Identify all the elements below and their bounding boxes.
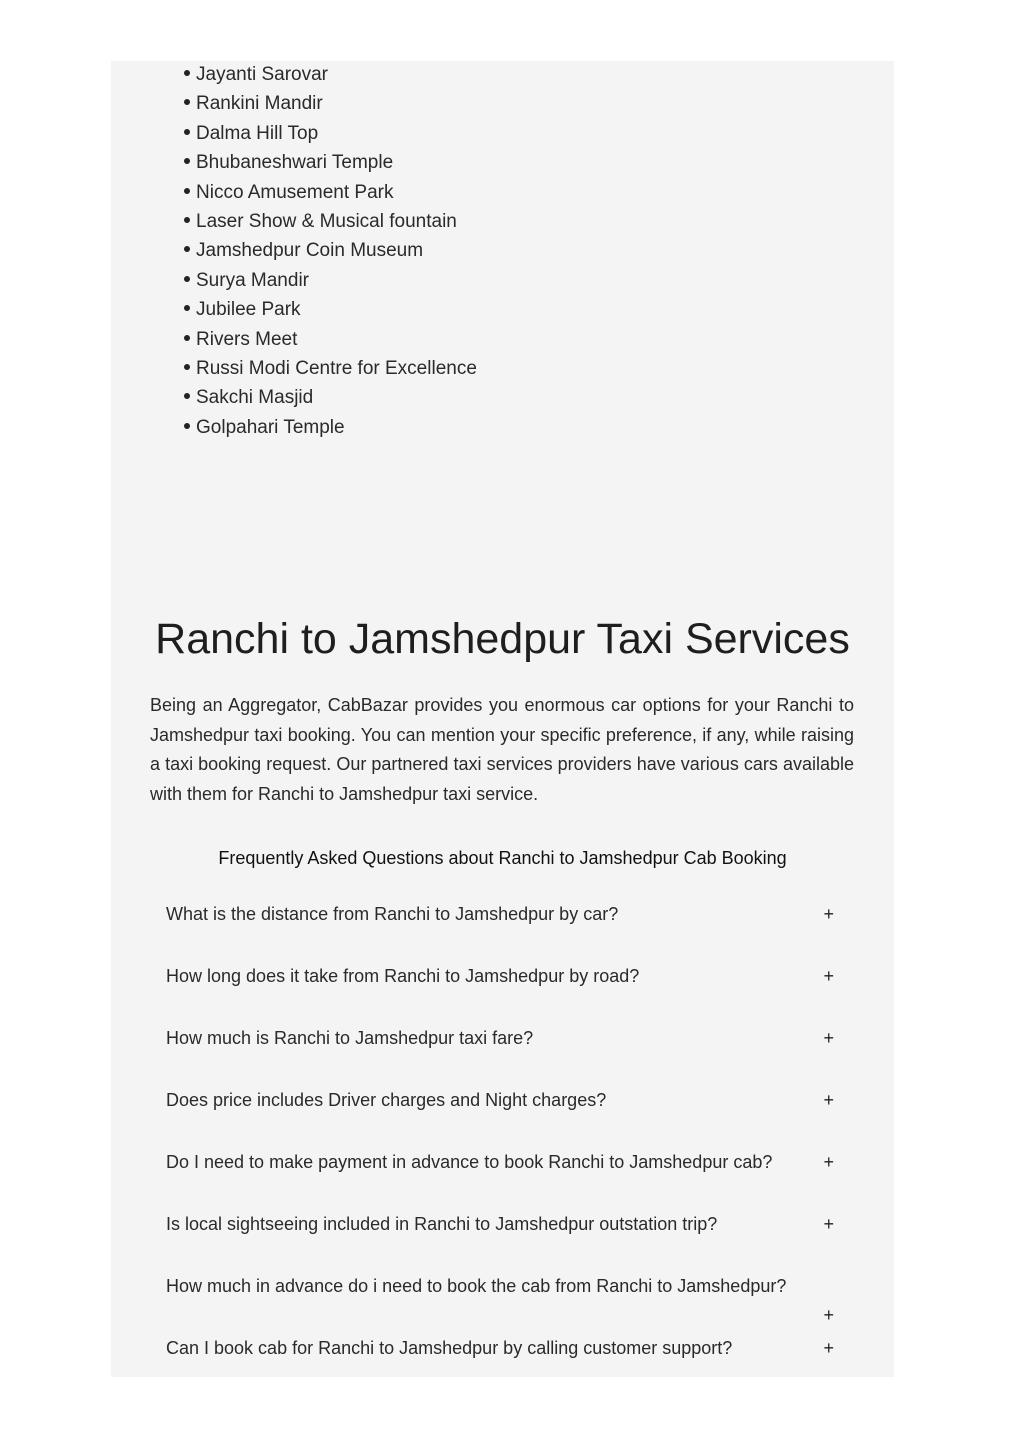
- faq-item-advance-payment[interactable]: [166, 1148, 846, 1210]
- bullet-icon: [184, 246, 190, 252]
- faq-heading: Frequently Asked Questions about Ranchi to Jamshedpur Cab Booking: [218, 848, 787, 868]
- faq-question: Does price includes Driver charges and Night charges?: [166, 1090, 607, 1110]
- bullet-icon: [184, 393, 190, 399]
- faq-item-distance[interactable]: [166, 900, 846, 962]
- bullet-icon: [184, 158, 190, 164]
- list-item: Rivers Meet: [184, 327, 477, 356]
- faq-item-customer-support[interactable]: [166, 1334, 846, 1396]
- faq-item-sightseeing[interactable]: [166, 1210, 846, 1272]
- plus-icon[interactable]: +: [823, 1090, 834, 1110]
- faq-question: How much in advance do i need to book the cab from Ranchi to Jamshedpur?: [166, 1276, 787, 1296]
- list-item: Nicco Amusement Park: [184, 180, 477, 209]
- plus-icon[interactable]: +: [823, 1028, 834, 1048]
- faq-question: How much is Ranchi to Jamshedpur taxi fare?: [166, 1028, 534, 1048]
- faq-question: How long does it take from Ranchi to Jamshedpur by road?: [166, 966, 640, 986]
- page-title: Ranchi to Jamshedpur Taxi Services: [155, 615, 850, 663]
- bullet-icon: [184, 364, 190, 370]
- faq-list: [166, 900, 846, 1396]
- list-item: Jubilee Park: [184, 297, 477, 326]
- faq-item-charges[interactable]: [166, 1086, 846, 1148]
- plus-icon[interactable]: +: [823, 904, 834, 924]
- faq-item-duration[interactable]: [166, 962, 846, 1024]
- bullet-icon: [184, 423, 190, 429]
- faq-item-advance-booking[interactable]: [166, 1272, 846, 1334]
- list-item: Jayanti Sarovar: [184, 62, 477, 91]
- bullet-icon: [184, 217, 190, 223]
- bullet-icon: [184, 305, 190, 311]
- plus-icon[interactable]: +: [823, 1338, 834, 1358]
- attractions-list: [184, 62, 477, 444]
- faq-question: What is the distance from Ranchi to Jamshedpur by car?: [166, 904, 619, 924]
- faq-question: Can I book cab for Ranchi to Jamshedpur by calling customer support?: [166, 1338, 733, 1358]
- faq-question: Is local sightseeing included in Ranchi to Jamshedpur outstation trip?: [166, 1214, 718, 1234]
- list-item: Jamshedpur Coin Museum: [184, 238, 477, 267]
- bullet-icon: [184, 70, 190, 76]
- list-item: Golpahari Temple: [184, 415, 477, 444]
- list-item: Surya Mandir: [184, 268, 477, 297]
- bullet-icon: [184, 276, 190, 282]
- bullet-icon: [184, 99, 190, 105]
- plus-icon[interactable]: +: [823, 1214, 834, 1234]
- list-item: Laser Show & Musical fountain: [184, 209, 477, 238]
- plus-icon[interactable]: +: [823, 1152, 834, 1172]
- bullet-icon: [184, 335, 190, 341]
- faq-item-fare[interactable]: [166, 1024, 846, 1086]
- plus-icon[interactable]: +: [823, 1305, 834, 1325]
- bullet-icon: [184, 188, 190, 194]
- list-item: Dalma Hill Top: [184, 121, 477, 150]
- list-item: Russi Modi Centre for Excellence: [184, 356, 477, 385]
- bullet-icon: [184, 129, 190, 135]
- list-item: Bhubaneshwari Temple: [184, 150, 477, 179]
- list-item: Rankini Mandir: [184, 91, 477, 120]
- list-item: Sakchi Masjid: [184, 385, 477, 414]
- faq-question: Do I need to make payment in advance to book Ranchi to Jamshedpur cab?: [166, 1152, 773, 1172]
- intro-paragraph: Being an Aggregator, CabBazar provides you enormous car options for your Ranchi to Jamshedpur taxi booking. You can mention your specific preference, if any, while raising a taxi booking request. Our partnered taxi services providers have various cars available with them for Ranchi to Jamshedpur taxi service.: [150, 695, 854, 804]
- plus-icon[interactable]: +: [823, 966, 834, 986]
